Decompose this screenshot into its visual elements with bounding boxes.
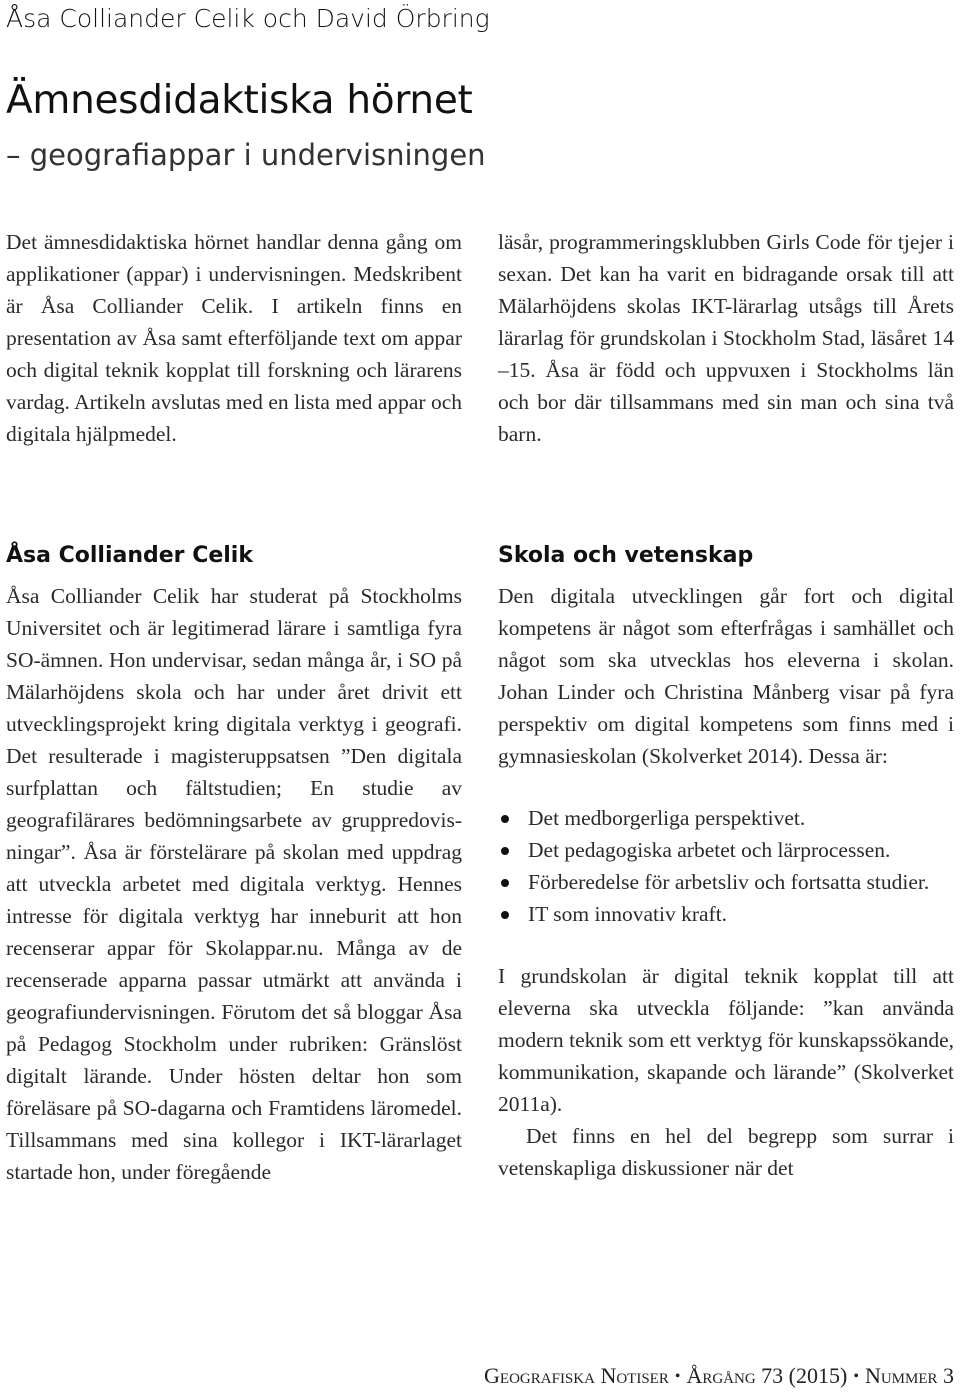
article-subtitle: – geografiappar i undervisningen: [6, 138, 486, 172]
author-section-paragraph: Åsa Colliander Celik har studerat på Stockholms Universitet och är legitimerad lärare i samtliga fyra SO-ämnen. Hon undervisar, sedan många år, i SO på Mälarhöjdens skola och har under året drivit ett utvecklingsprojekt kring digitala verktyg i geografi. Det resulterade i magisteruppsatsen ”Den digitala surfplattan och fältstudien; En studie av geografilärares bedömningsarbete av gruppredovisningar”. Åsa är förstelärare på skolan med uppdrag att utveckla arbetet med digitala verktyg. Hennes intresse för digitala verktyg har inneburit att hon recenserar appar för Skolappar.nu. Många av de recenserade apparna passar utmärkt att använda i geografiundervisningen. Förutom det så bloggar Åsa på Pedagog Stockholm under rubriken: Gränslöst digitalt lärande. Under hösten deltar hon som föreläsare på SO-dagarna och Framtidens läromedel. Tillsammans med sina kollegor i IKT-lärarlaget startade hon, under föregående: [6, 584, 462, 1184]
bullet-icon: [501, 815, 509, 823]
list-item: IT som innovativ kraft.: [498, 898, 954, 930]
footer-issue: Nummer 3: [864, 1363, 954, 1388]
page-footer: [484, 1363, 954, 1389]
school-section-paragraph: Den digitala utvecklingen går fort och digital kompetens är något som efterfrågas i samhället och något som ska utvecklas hos eleverna i skolan. Johan Linder och Christina Månberg visar på fyra perspektiv om digital kompetens som finns med i gymnasieskolan (Skolverket 2014). Dessa är:: [498, 584, 954, 768]
school-section-paragraph-2: I grundskolan är digital teknik kopplat till att eleverna ska utveckla följande: ”kan använda modern teknik som ett verktyg för kunskapssökande, kommunikation, skapande och lärande” (Skolverket 2011a).: [498, 964, 954, 1116]
article-authors: Åsa Colliander Celik och David Örbring: [6, 4, 490, 33]
footer-journal: Geografiska Notiser: [484, 1363, 669, 1388]
school-section: [498, 538, 954, 1184]
footer-year: Årgång 73 (2015): [686, 1363, 848, 1388]
bullet-icon: [501, 911, 509, 919]
intro-paragraph: Det ämnesdidaktiska hörnet handlar denna gång om applikationer (appar) i undervisningen. Medskribent är Åsa Colliander Celik. I artikeln finns en presentation av Åsa samt efterföljande text om appar och digital teknik kopplat till forskning och lärarens vardag. Artikeln avslutas med en lista med appar och digitala hjälpmedel.: [6, 230, 462, 446]
school-section-paragraph-3: Det finns en hel del begrepp som surrar i vetenskapliga diskussioner när det: [498, 1124, 954, 1180]
author-section: [6, 538, 462, 1188]
perspectives-list: [498, 802, 954, 930]
author-section-heading: Åsa Colliander Celik: [6, 543, 253, 568]
article-title: Ämnesdidaktiska hörnet: [6, 78, 473, 123]
footer-separator-icon: •: [674, 1368, 681, 1385]
bullet-icon: [501, 847, 509, 855]
bio-continued-block: [498, 226, 954, 450]
school-section-heading: Skola och vetenskap: [498, 543, 754, 568]
list-item: Det medborgerliga perspektivet.: [498, 802, 954, 834]
list-item: Det pedagogiska arbetet och lärprocessen.: [498, 834, 954, 866]
footer-separator-icon: •: [853, 1368, 859, 1385]
intro-block: [6, 226, 462, 450]
bio-continued-paragraph: läsår, programmeringsklubben Girls Code för tjejer i sexan. Det kan ha varit en bidragande orsak till att Mälarhöjdens skolas IKT-lärarlag utsågs till Årets lärarlag för grundskolan i Stockholm Stad, läsåret 14 –15. Åsa är född och uppvuxen i Stockholms län och bor där tillsammans med sin man och sina två barn.: [498, 230, 954, 446]
bullet-icon: [501, 879, 509, 887]
list-item: Förberedelse för arbetsliv och fortsatta studier.: [498, 866, 954, 898]
